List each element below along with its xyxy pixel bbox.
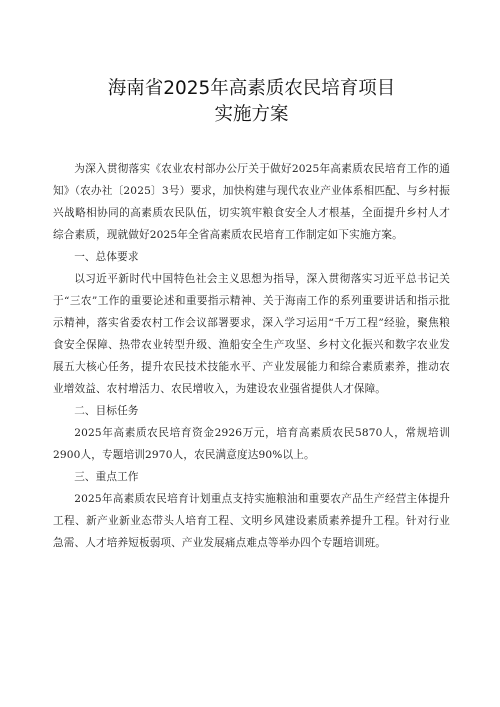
title-line-2: 实施方案 [214,104,289,125]
intro-paragraph: 为深入贯彻落实《农业农村部办公厅关于做好2025年高素质农民培育工作的通知》（农办社〔2025〕3号）要求，加快构建与现代农业产业体系相匹配、与乡村振兴战略相协同的高素质农民队伍，切实筑牢粮食安全人才根基，全面提升乡村人才综合素质，现就做好2025年全省高素质农民培育工作制定如下实施方案。 [53,163,450,241]
section-body-overall: 以习近平新时代中国特色社会主义思想为指导，深入贯彻落实习近平总书记关于“三农”工作的重要论述和重要指示精神、关于海南工作的系列重要讲话和指示批示精神，落实省委农村工作会议部署要求，深入学习运用“千万工程”经验，聚焦粮食安全保障、热带农业转型升级、渔船安全生产攻坚、乡村文化振兴和数字农业发展五大核心任务，提升农民技术技能水平、产业发展能力和综合素质素养，推动农业增效益、农村增活力、农民增收入，为建设农业强省提供人才保障。 [53,273,450,395]
document-title [53,0,450,128]
section-heading-overall: 一、总体要求 [74,251,139,263]
document-body [53,158,450,554]
title-line-1: 海南省2025年高素质农民培育项目 [107,78,396,99]
section-body-key-work: 2025年高素质农民培育计划重点支持实施粮油和重要农产品生产经营主体提升工程、新产业新业态带头人培育工程、文明乡风建设素质素养提升工程。针对行业急需、人才培养短板弱项、产业发展痛点难点等举办四个专题培训班。 [53,493,450,549]
section-heading-targets: 二、目标任务 [74,405,139,417]
section-heading-key-work: 三、重点工作 [74,471,139,483]
section-body-targets: 2025年高素质农民培育资金2926万元，培育高素质农民5870人，常规培训2900人，专题培训2970人，农民满意度达90%以上。 [53,427,450,461]
